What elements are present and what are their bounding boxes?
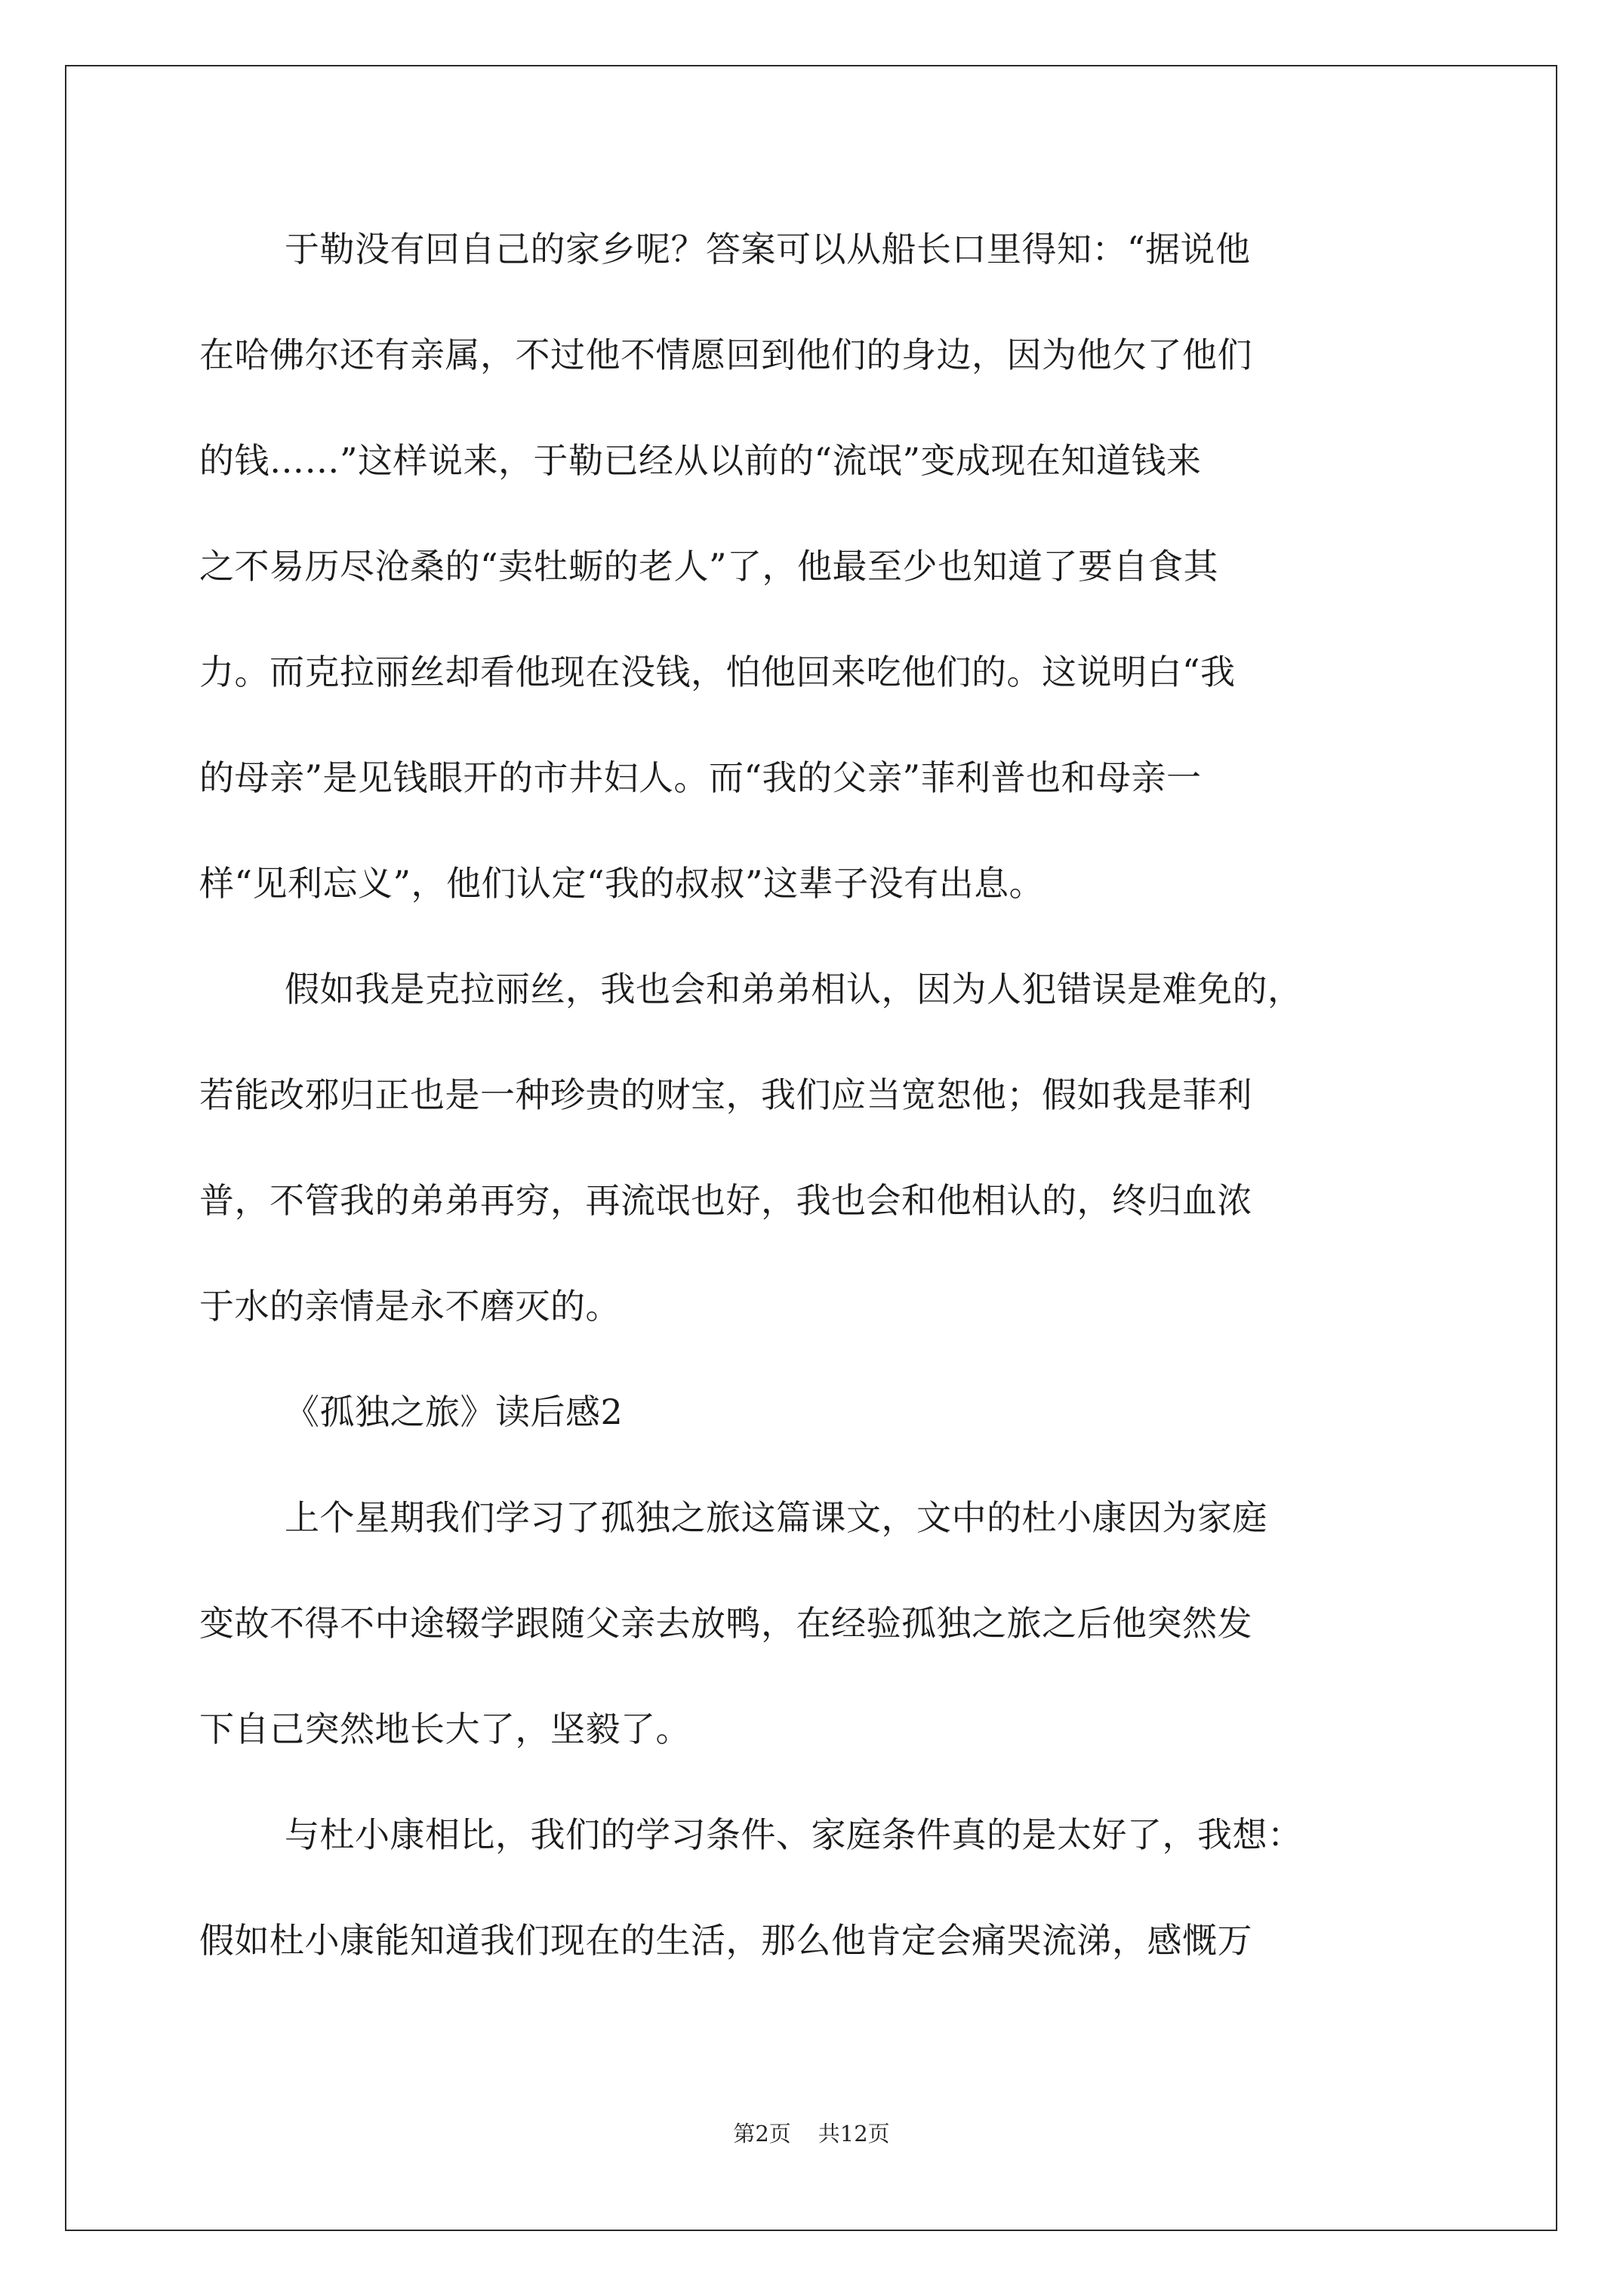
- text-line: 假如我是克拉丽丝，我也会和弟弟相认，因为人犯错误是难免的，: [285, 969, 1303, 1009]
- text-line: 样“见利忘义”，他们认定“我的叔叔”这辈子没有出息。: [199, 863, 1045, 904]
- text-line: 的钱……”这样说来，于勒已经从以前的“流氓”变成现在知道钱来: [199, 440, 1202, 481]
- text-line: 之不易历尽沧桑的“卖牡蛎的老人”了，他最至少也知道了要自食其: [199, 546, 1219, 587]
- page-border: [65, 65, 1557, 2231]
- text-line: 若能改邪归正也是一种珍贵的财宝，我们应当宽恕他；假如我是菲利: [199, 1074, 1252, 1115]
- text-line: 于水的亲情是永不磨灭的。: [199, 1286, 621, 1327]
- text-line: 假如杜小康能知道我们现在的生活，那么他肯定会痛哭流涕，感慨万: [199, 1920, 1252, 1961]
- text-line: 变故不得不中途辍学跟随父亲去放鸭，在经验孤独之旅之后他突然发: [199, 1603, 1252, 1644]
- page-number: 第2页: [733, 2121, 791, 2147]
- text-line: 的母亲”是见钱眼开的市井妇人。而“我的父亲”菲利普也和母亲一: [199, 757, 1202, 798]
- text-line: 普，不管我的弟弟再穷，再流氓也好，我也会和他相认的，终归血浓: [199, 1180, 1252, 1221]
- page-footer: [0, 2120, 1623, 2147]
- text-line: 与杜小康相比，我们的学习条件、家庭条件真的是太好了，我想：: [285, 1814, 1303, 1855]
- text-line: 在哈佛尔还有亲属，不过他不情愿回到他们的身边，因为他欠了他们: [199, 334, 1252, 375]
- page-total: 共12页: [818, 2121, 890, 2147]
- text-line: 于勒没有回自己的家乡呢？答案可以从船长口里得知：“据说他: [285, 229, 1251, 270]
- text-line: 下自己突然地长大了，坚毅了。: [199, 1709, 691, 1749]
- text-line: 力。而克拉丽丝却看他现在没钱，怕他回来吃他们的。这说明白“我: [199, 652, 1236, 692]
- text-line: 上个星期我们学习了孤独之旅这篇课文，文中的杜小康因为家庭: [285, 1497, 1267, 1538]
- section-heading: 《孤独之旅》读后感2: [285, 1391, 624, 1432]
